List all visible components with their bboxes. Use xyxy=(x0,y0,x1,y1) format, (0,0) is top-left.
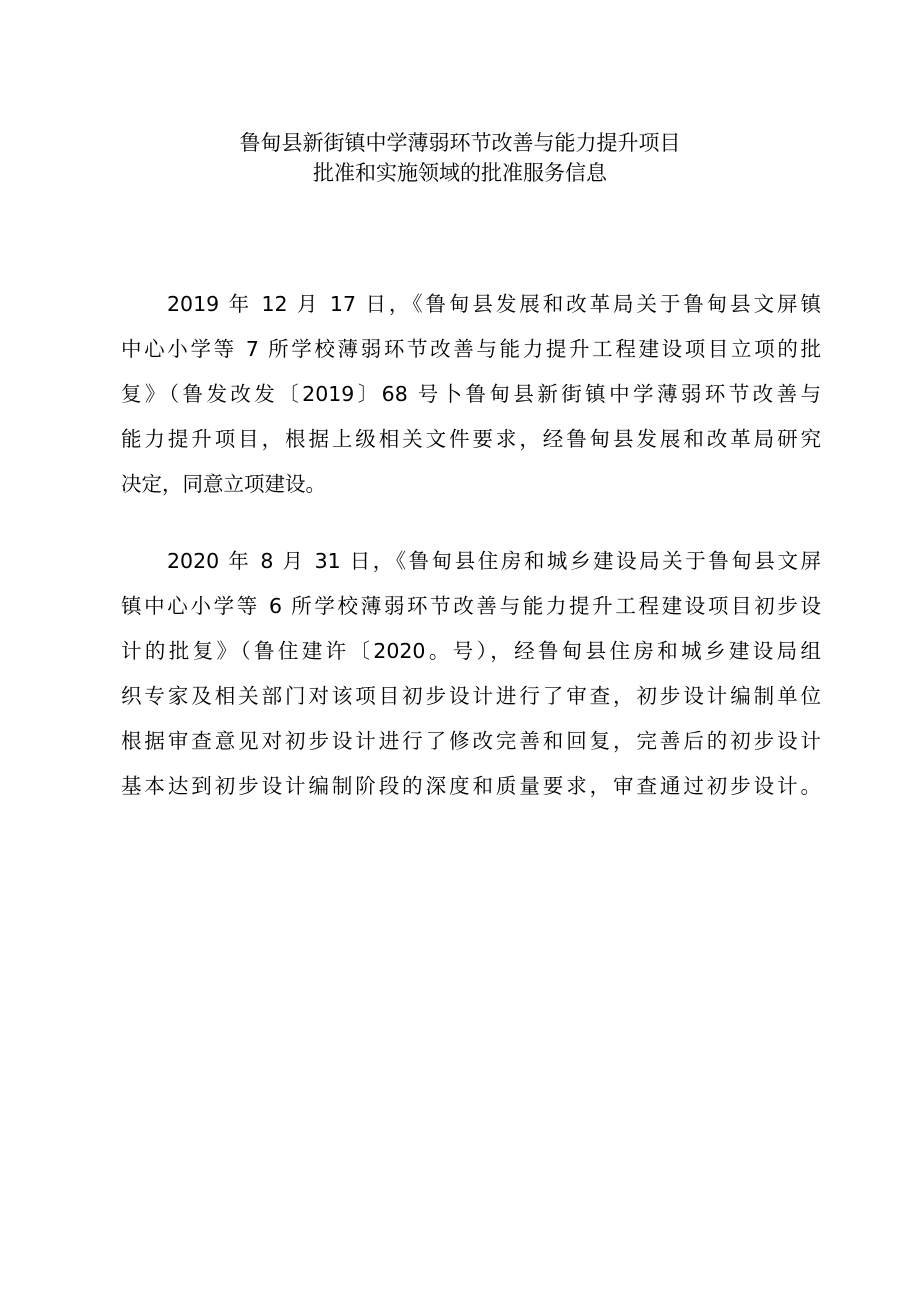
paragraph-line: 根据审查意见对初步设计进行了修改完善和回复，完善后的初步设计 xyxy=(121,729,821,753)
paragraph-line: 中心小学等 7 所学校薄弱环节改善与能力提升工程建设项目立项的批 xyxy=(121,337,821,361)
title-line: 鲁甸县新街镇中学薄弱环节改善与能力提升项目 xyxy=(239,131,681,155)
paragraph-line: 基本达到初步设计编制阶段的深度和质量要求，审查通过初步设计。 xyxy=(121,774,821,798)
paragraph-line: 镇中心小学等 6 所学校薄弱环节改善与能力提升工程建设项目初步设 xyxy=(121,594,821,618)
paragraph-line: 2019 年 12 月 17 日，《鲁甸县发展和改革局关于鲁甸县文屏镇 xyxy=(167,292,821,316)
paragraph-line: 2020 年 8 月 31 日，《鲁甸县住房和城乡建设局关于鲁甸县文屏 xyxy=(167,549,821,573)
paragraph-line: 能力提升项目，根据上级相关文件要求，经鲁甸县发展和改革局研究 xyxy=(121,427,821,451)
paragraph-line: 织专家及相关部门对该项目初步设计进行了审查，初步设计编制单位 xyxy=(121,684,821,708)
title-line: 批准和实施领域的批准服务信息 xyxy=(313,161,607,185)
paragraph-line: 计的批复》（鲁住建许〔2020。号），经鲁甸县住房和城乡建设局组 xyxy=(121,639,821,663)
document-title xyxy=(0,128,920,188)
paragraph-design-approval xyxy=(121,539,821,809)
paragraph-line: 决定，同意立项建设。 xyxy=(121,472,326,496)
paragraph-project-approval xyxy=(121,282,821,507)
paragraph-line: 复》（鲁发改发〔2019〕68 号卜鲁甸县新街镇中学薄弱环节改善与 xyxy=(121,382,821,406)
